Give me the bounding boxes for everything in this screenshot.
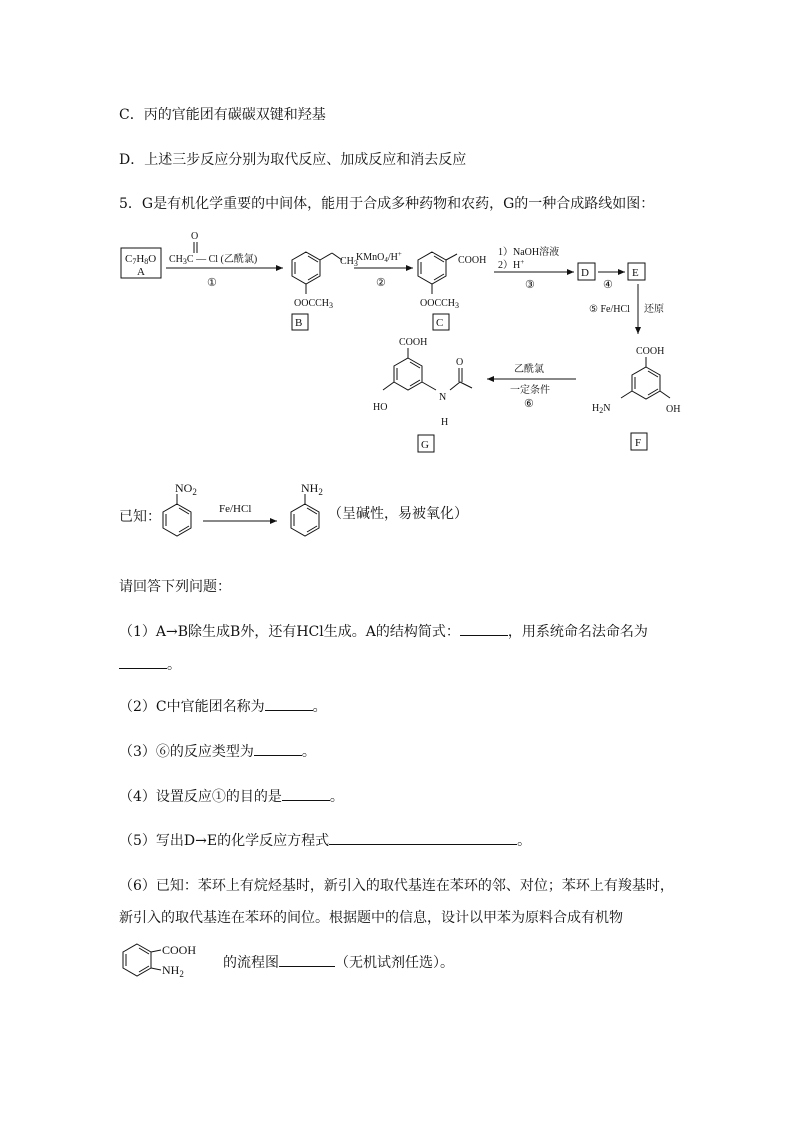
step-1: ① xyxy=(207,277,217,289)
compound-b-structure xyxy=(292,252,342,294)
known-nh2: $NH_2$ xyxy=(301,481,323,497)
step-4: ④ xyxy=(603,279,613,291)
question-1: （1）A→B除生成B外，还有HCl生成。A的结构简式： ，用系统命名法命名为 xyxy=(119,624,648,640)
reagent-5b: 还原 xyxy=(644,304,664,315)
step-2: ② xyxy=(376,277,386,289)
reagent-6a: 乙酰氯 xyxy=(514,364,544,375)
question-6-line2: 新引入的取代基连在苯环的间位。根据题中的信息，设计以甲苯为原料合成有机物 xyxy=(119,910,623,926)
q6-cooh: COOH xyxy=(162,943,197,957)
question-4: （4）设置反应①的目的是 。 xyxy=(119,789,344,805)
compound-g-structure xyxy=(383,348,472,390)
b-ester: $OOCCH_3$ xyxy=(294,298,334,310)
g-ho: HO xyxy=(373,402,388,413)
synthesis-scheme xyxy=(0,222,794,462)
known-note: （呈碱性，易被氧化） xyxy=(328,506,468,522)
anthranilic-acid-structure xyxy=(119,940,229,988)
known-label: 已知： xyxy=(119,509,161,525)
aniline-structure xyxy=(291,494,319,536)
known-no2: $NO_2$ xyxy=(175,481,197,497)
prompt: 请回答下列问题： xyxy=(119,579,231,595)
reagent-2: KMnO$_4$/H+ xyxy=(356,250,402,264)
compound-g-label: G xyxy=(421,439,429,451)
answer-blank-3[interactable] xyxy=(254,743,302,756)
compound-c-label: C xyxy=(436,317,444,329)
question-3: （3）⑥的反应类型为 。 xyxy=(119,744,316,760)
question-1-cont: 。 xyxy=(119,654,181,674)
compound-d-label: D xyxy=(581,267,589,279)
g-o: O xyxy=(456,357,464,368)
reagent-1: $CH_3C$ — Cl (乙酰氯) xyxy=(169,254,258,266)
q6-nh2: $NH_2$ xyxy=(162,963,184,979)
f-oh: OH xyxy=(666,404,681,415)
reagent-1-o: O xyxy=(191,231,199,242)
step-6: ⑥ xyxy=(524,398,534,410)
g-cooh: COOH xyxy=(399,337,428,348)
compound-f-structure xyxy=(621,357,670,399)
step-3: ③ xyxy=(525,279,535,291)
question-6-line3: 的流程图 （无机试剂任选）。 xyxy=(223,955,454,971)
g-n: N xyxy=(439,392,447,403)
compound-c-structure xyxy=(418,252,457,294)
option-d: D．上述三步反应分别为取代反应、加成反应和消去反应 xyxy=(119,152,467,168)
reagent-3b: 2）H+ xyxy=(498,258,525,271)
compound-a-formula: C7H8O xyxy=(125,253,157,266)
known-reagent: Fe/HCl xyxy=(219,503,252,515)
compound-e-label: E xyxy=(632,267,639,279)
c-cooh: COOH xyxy=(458,255,487,266)
answer-blank-5[interactable] xyxy=(329,832,517,845)
option-c: C．丙的官能团有碳碳双键和羟基 xyxy=(119,107,326,123)
answer-blank-6[interactable] xyxy=(279,954,335,967)
compound-f-label: F xyxy=(635,437,642,449)
reagent-6b: 一定条件 xyxy=(510,385,550,396)
question-6-line1: （6）已知：苯环上有烷烃基时，新引入的取代基连在苯环的邻、对位；苯环上有羧基时， xyxy=(119,878,674,894)
compound-b-label: B xyxy=(295,317,303,329)
compound-a-label: A xyxy=(137,266,145,278)
answer-blank-1b[interactable] xyxy=(119,656,167,669)
g-h: H xyxy=(441,417,449,428)
question-5-intro: 5．G是有机化学重要的中间体，能用于合成多种药物和农药，G的一种合成路线如图： xyxy=(119,196,655,212)
b-ch3: $CH_3$ xyxy=(340,256,358,268)
f-nh2: $H_2N$ xyxy=(592,403,611,415)
reagent-5: ⑤ Fe/HCl xyxy=(589,304,630,315)
question-2: （2）C中官能团名称为 。 xyxy=(119,699,327,715)
answer-blank-1a[interactable] xyxy=(460,623,508,636)
answer-blank-4[interactable] xyxy=(282,788,330,801)
f-cooh: COOH xyxy=(636,346,665,357)
arrow-1-head xyxy=(276,265,283,271)
nitrobenzene-structure xyxy=(163,494,191,536)
answer-blank-2[interactable] xyxy=(265,698,313,711)
c-ester: $OOCCH_3$ xyxy=(420,298,460,310)
reagent-3a: 1）NaOH溶液 xyxy=(498,247,560,258)
question-5: （5）写出D→E的化学反应方程式 。 xyxy=(119,833,532,849)
